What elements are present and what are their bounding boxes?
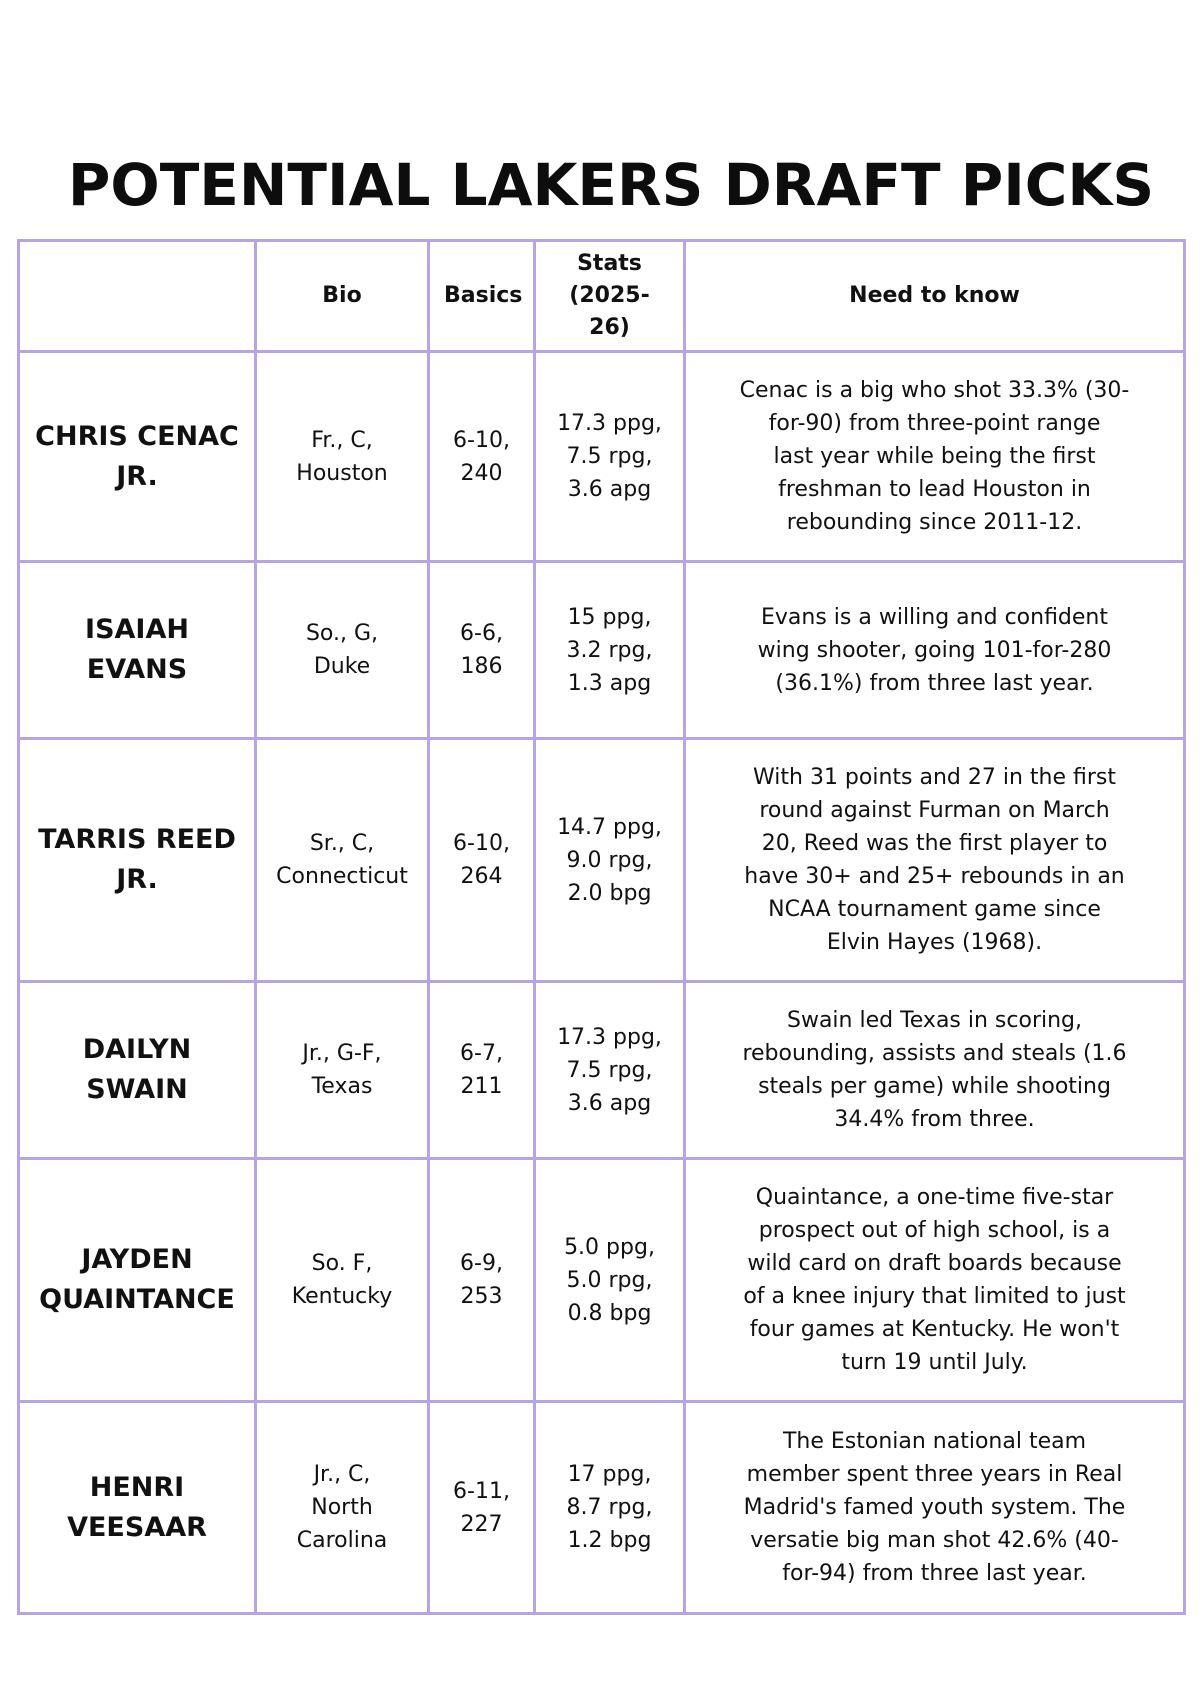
player-stats-line: 9.0 rpg,	[566, 847, 653, 873]
player-bio-line: Kentucky	[291, 1284, 393, 1309]
player-need-to-know-line: Cenac is a big who shot 33.3% (30-	[739, 378, 1130, 403]
player-bio-line: Fr., C,	[311, 427, 373, 453]
player-need-to-know-line: have 30+ and 25+ rebounds in an	[744, 864, 1125, 889]
player-name-line: JR.	[116, 460, 158, 492]
player-bio-line: Sr., C,	[309, 831, 375, 856]
player-need-to-know-line: of a knee injury that limited to just	[743, 1284, 1126, 1309]
player-stats	[535, 982, 685, 1159]
player-stats	[535, 352, 685, 562]
player-name	[19, 1159, 256, 1402]
player-bio	[256, 352, 429, 562]
player-need-to-know-line: Elvin Hayes (1968).	[826, 930, 1043, 955]
player-need-to-know-line: NCAA tournament game since	[768, 897, 1101, 922]
player-bio-line: Duke	[313, 654, 371, 679]
player-stats	[535, 739, 685, 982]
player-stats-line: 2.0 bpg	[567, 880, 652, 906]
player-bio-line: Texas	[311, 1074, 373, 1099]
player-name-line: JR.	[116, 864, 158, 895]
player-need-to-know-line: Quaintance, a one-time five-star	[755, 1185, 1114, 1210]
player-bio-line: Houston	[296, 460, 388, 486]
player-stats-line: 17 ppg,	[567, 1462, 652, 1487]
player-name	[19, 982, 256, 1159]
header-stats-line: (2025-26)	[569, 283, 650, 340]
player-name	[19, 562, 256, 739]
player-bio-line: North	[311, 1495, 373, 1520]
header-empty	[19, 241, 256, 352]
player-basics-line: 264	[460, 864, 503, 889]
draft-picks-table	[17, 239, 1186, 1615]
player-name-line: SWAIN	[86, 1074, 188, 1105]
player-need-to-know	[685, 352, 1185, 562]
player-need-to-know-line: Swain led Texas in scoring,	[786, 1008, 1083, 1033]
player-need-to-know-line: (36.1%) from three last year.	[775, 670, 1094, 696]
player-basics-line: 240	[460, 460, 503, 486]
player-name-line: VEESAAR	[67, 1511, 207, 1543]
player-need-to-know-line: With 31 points and 27 in the first	[753, 765, 1116, 790]
player-bio	[256, 982, 429, 1159]
page-title: POTENTIAL LAKERS DRAFT PICKS	[67, 151, 1155, 219]
player-basics-line: 253	[460, 1284, 503, 1309]
table-row	[19, 352, 1185, 562]
player-stats-line: 1.3 apg	[567, 670, 652, 696]
player-stats-line: 5.0 ppg,	[564, 1234, 655, 1260]
header-need-to-know: Need to know	[685, 241, 1185, 352]
player-stats-line: 14.7 ppg,	[557, 814, 662, 840]
player-need-to-know	[685, 562, 1185, 739]
player-need-to-know-line: four games at Kentucky. He won't	[749, 1317, 1120, 1342]
table-row	[19, 1159, 1185, 1402]
player-stats-line: 3.2 rpg,	[566, 637, 653, 663]
player-basics	[429, 739, 535, 982]
player-basics	[429, 562, 535, 739]
player-bio-line: Connecticut	[276, 864, 408, 889]
player-name-line: TARRIS REED	[38, 824, 236, 855]
player-bio	[256, 562, 429, 739]
player-bio	[256, 739, 429, 982]
player-need-to-know-line: wild card on draft boards because	[747, 1251, 1122, 1276]
table-row	[19, 562, 1185, 739]
player-need-to-know-line: versatie big man shot 42.6% (40-	[750, 1528, 1119, 1553]
player-stats	[535, 1159, 685, 1402]
player-basics-line: 6-10,	[453, 831, 510, 856]
player-basics-line: 6-9,	[460, 1251, 503, 1276]
player-basics	[429, 352, 535, 562]
player-name-line: ISAIAH EVANS	[85, 614, 189, 685]
header-stats-line: Stats	[577, 251, 642, 276]
player-name	[19, 352, 256, 562]
player-name-line: DAILYN	[82, 1034, 192, 1065]
player-need-to-know-line: rebounding, assists and steals (1.6	[742, 1041, 1127, 1066]
player-stats-line: 7.5 rpg,	[566, 1057, 653, 1083]
player-basics-line: 6-6,	[460, 621, 503, 646]
player-basics-line: 186	[460, 654, 503, 679]
player-stats-line: 17.3 ppg,	[557, 411, 662, 436]
player-stats-line: 15 ppg,	[567, 604, 652, 630]
player-stats-line: 5.0 rpg,	[566, 1267, 653, 1293]
player-need-to-know-line: freshman to lead Houston in	[778, 477, 1091, 502]
player-name-line: QUAINTANCE	[39, 1284, 235, 1315]
player-need-to-know	[685, 1159, 1185, 1402]
player-name	[19, 1402, 256, 1614]
player-bio	[256, 1159, 429, 1402]
player-need-to-know-line: for-90) from three-point range	[768, 411, 1101, 436]
header-bio: Bio	[256, 241, 429, 352]
player-need-to-know	[685, 982, 1185, 1159]
player-bio-line: So. F,	[311, 1251, 373, 1276]
player-need-to-know-line: member spent three years in Real	[746, 1462, 1123, 1487]
player-basics	[429, 982, 535, 1159]
player-basics-line: 227	[460, 1511, 503, 1537]
player-stats-line: 0.8 bpg	[567, 1300, 652, 1326]
header-basics: Basics	[429, 241, 535, 352]
player-need-to-know-line: prospect out of high school, is a	[758, 1218, 1111, 1243]
player-need-to-know-line: 34.4% from three.	[834, 1107, 1035, 1132]
player-bio-line: So., G,	[305, 621, 379, 646]
player-need-to-know-line: wing shooter, going 101-for-280	[757, 637, 1112, 663]
table-row	[19, 739, 1185, 982]
player-bio-line: Carolina	[296, 1528, 388, 1553]
player-name-line: CHRIS CENAC	[35, 420, 239, 452]
player-basics-line: 6-10,	[453, 427, 510, 453]
player-need-to-know-line: Madrid's famed youth system. The	[743, 1495, 1126, 1520]
player-basics	[429, 1402, 535, 1614]
player-stats-line: 3.6 apg	[567, 1090, 652, 1116]
player-need-to-know-line: round against Furman on March	[759, 798, 1110, 823]
player-stats-line: 8.7 rpg,	[566, 1495, 653, 1520]
player-stats-line: 3.6 apg	[567, 477, 652, 502]
player-need-to-know-line: for-94) from three last year.	[782, 1561, 1087, 1586]
player-stats-line: 17.3 ppg,	[557, 1024, 662, 1050]
player-need-to-know	[685, 1402, 1185, 1614]
player-basics-line: 211	[460, 1074, 503, 1099]
player-stats	[535, 1402, 685, 1614]
player-bio-line: Jr., C,	[313, 1462, 371, 1487]
player-stats-line: 1.2 bpg	[567, 1528, 652, 1553]
player-bio	[256, 1402, 429, 1614]
player-need-to-know-line: steals per game) while shooting	[758, 1074, 1111, 1099]
header-stats	[535, 241, 685, 352]
player-stats-line: 7.5 rpg,	[566, 444, 653, 469]
player-basics-line: 6-11,	[453, 1478, 510, 1504]
header-row	[19, 241, 1185, 352]
player-bio-line: Jr., G-F,	[302, 1041, 382, 1066]
player-need-to-know-line: The Estonian national team	[782, 1429, 1087, 1454]
table-row	[19, 982, 1185, 1159]
player-need-to-know-line: last year while being the first	[773, 444, 1096, 469]
player-need-to-know-line: rebounding since 2011-12.	[786, 510, 1083, 535]
player-basics-line: 6-7,	[460, 1041, 503, 1066]
player-need-to-know-line: turn 19 until July.	[841, 1350, 1028, 1375]
player-need-to-know	[685, 739, 1185, 982]
player-stats	[535, 562, 685, 739]
player-name-line: HENRI	[89, 1471, 185, 1503]
table-row	[19, 1402, 1185, 1614]
player-basics	[429, 1159, 535, 1402]
player-name-line: JAYDEN	[81, 1244, 193, 1275]
player-need-to-know-line: Evans is a willing and confident	[761, 604, 1108, 630]
player-name	[19, 739, 256, 982]
player-need-to-know-line: 20, Reed was the first player to	[761, 831, 1108, 856]
